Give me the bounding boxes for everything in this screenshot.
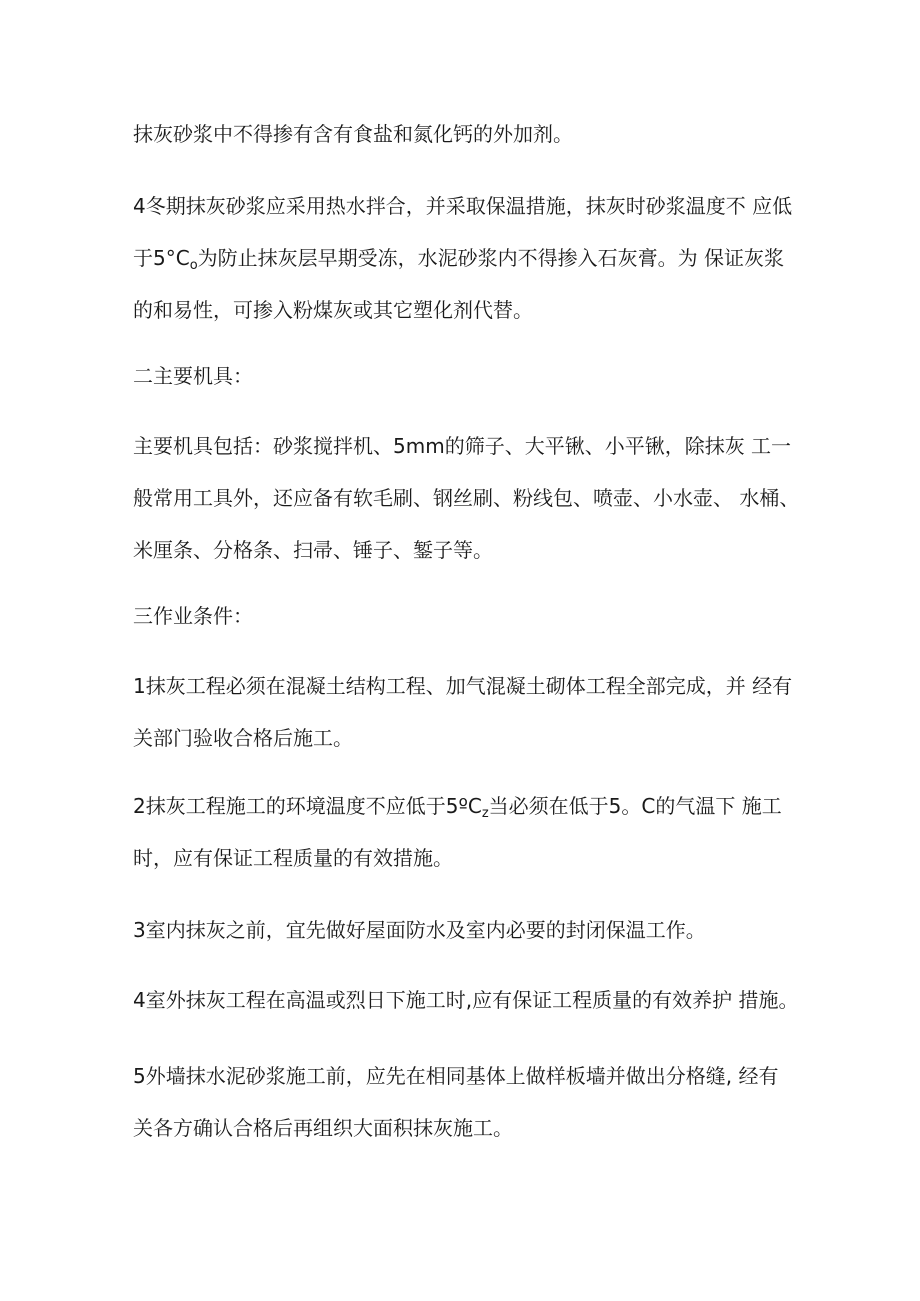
paragraph-winter-plastering — [133, 180, 813, 336]
paragraph-main-tools — [133, 420, 813, 576]
text-line: 4室外抹灰工程在高温或烈日下施工时,应有保证工程质量的有效养护 措施。 — [133, 988, 799, 1012]
section-heading-work-conditions — [133, 590, 813, 642]
text-line: 关部门验收合格后施工。 — [133, 726, 353, 750]
text-segment: 当必须在低于5。C的气温下 施工 — [488, 794, 782, 818]
text-segment: 于5°C — [133, 246, 190, 270]
text-line: 3室内抹灰之前，宜先做好屋面防水及室内必要的封闭保温工作。 — [133, 918, 706, 942]
text-segment: 2抹灰工程施工的环境温度不应低于5ºC — [133, 794, 482, 818]
text-line: 关各方确认合格后再组织大面积抹灰施工。 — [133, 1116, 513, 1140]
paragraph-condition-3 — [133, 904, 813, 956]
text-line: 抹灰砂浆中不得掺有含有食盐和氮化钙的外加剂。 — [133, 122, 573, 146]
text-line: 三作业条件： — [133, 604, 253, 628]
paragraph-condition-5 — [133, 1050, 813, 1154]
text-line: 的和易性，可掺入粉煤灰或其它塑化剂代替。 — [133, 298, 533, 322]
text-line: 5外墙抹水泥砂浆施工前，应先在相同基体上做样板墙并做出分格缝, 经有 — [133, 1064, 779, 1088]
section-heading-main-tools — [133, 350, 813, 402]
subscript: o — [189, 258, 198, 273]
text-line: 主要机具包括：砂浆搅拌机、5mm的筛子、大平锹、小平锹，除抹灰 工一 — [133, 434, 792, 458]
text-line: 4冬期抹灰砂浆应采用热水拌合，并采取保温措施，抹灰时砂浆温度不 应低 — [133, 194, 793, 218]
text-line: 二主要机具： — [133, 364, 253, 388]
paragraph-condition-1 — [133, 660, 813, 764]
paragraph-additive-rule — [133, 108, 813, 160]
text-line — [133, 780, 813, 832]
text-line: 1抹灰工程必须在混凝土结构工程、加气混凝土砌体工程全部完成，并 经有 — [133, 674, 793, 698]
text-line: 时，应有保证工程质量的有效措施。 — [133, 846, 453, 870]
text-line: 米厘条、分格条、扫帚、锤子、錾子等。 — [133, 538, 493, 562]
subscript: z — [481, 806, 489, 821]
paragraph-condition-4 — [133, 974, 813, 1026]
text-segment: 为防止抹灰层早期受冻，水泥砂浆内不得掺入石灰膏。为 保证灰浆 — [197, 246, 785, 270]
paragraph-condition-2 — [133, 780, 813, 884]
text-line: 般常用工具外，还应备有软毛刷、钢丝刷、粉线包、喷壶、小水壶、 水桶、 — [133, 486, 800, 510]
text-line — [133, 232, 813, 284]
